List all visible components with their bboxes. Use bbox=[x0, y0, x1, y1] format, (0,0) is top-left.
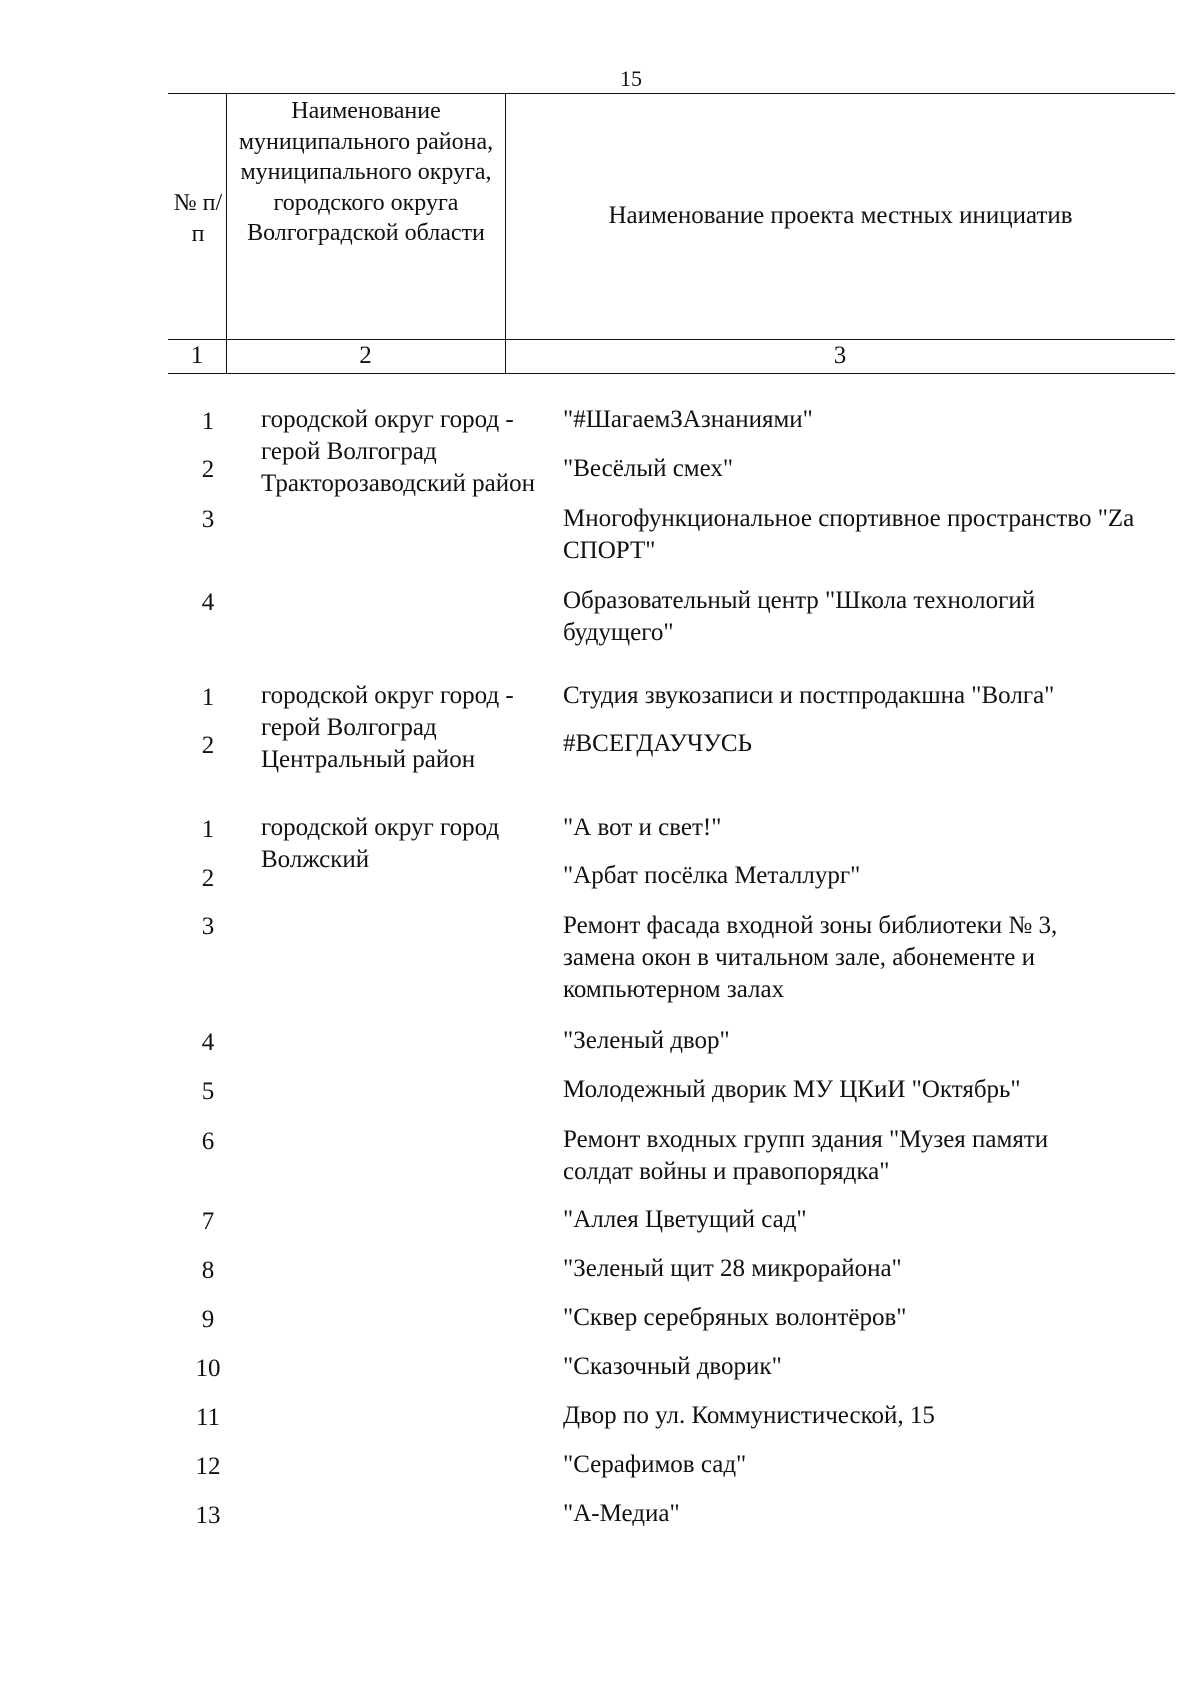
project-name: "Зеленый двор" bbox=[563, 1027, 730, 1054]
project-name: "Сказочный дворик" bbox=[563, 1353, 782, 1380]
row-number: 9 bbox=[201, 1306, 215, 1333]
header-district-col: Наименование муниципального района, муниципального округа, городского округа Волгоградской области bbox=[238, 98, 494, 246]
project-name: Молодежный дворик МУ ЦКиИ "Октябрь" bbox=[563, 1076, 1021, 1103]
header-divider-2 bbox=[505, 93, 506, 373]
project-name: "#ШагаемЗАзнаниями" bbox=[563, 406, 813, 433]
row-number: 12 bbox=[195, 1453, 221, 1480]
row-number: 2 bbox=[201, 865, 215, 892]
row-number: 2 bbox=[201, 456, 215, 483]
district-cell: городской округ город - герой Волгоград Центральный район bbox=[261, 682, 514, 773]
header-mid-rule bbox=[168, 339, 1175, 340]
project-name: "Сквер серебряных волонтёров" bbox=[563, 1304, 907, 1331]
row-number: 4 bbox=[201, 589, 215, 616]
project-name: Ремонт входных групп здания "Музея памяти солдат войны и правопорядка" bbox=[563, 1126, 1049, 1185]
header-number-col: № п/п bbox=[173, 190, 223, 247]
row-number: 1 bbox=[201, 816, 215, 843]
project-name: "Аллея Цветущий сад" bbox=[563, 1206, 807, 1233]
header-divider-1 bbox=[226, 93, 227, 373]
row-number: 13 bbox=[195, 1502, 221, 1529]
header-project-col: Наименование проекта местных инициатив bbox=[608, 202, 1073, 229]
project-name: "А вот и свет!" bbox=[563, 814, 722, 841]
row-number: 10 bbox=[195, 1355, 221, 1382]
row-number: 11 bbox=[195, 1404, 221, 1431]
header-bottom-rule bbox=[168, 373, 1175, 374]
row-number: 7 bbox=[201, 1208, 215, 1235]
project-name: "Серафимов сад" bbox=[563, 1451, 747, 1478]
row-number: 2 bbox=[201, 732, 215, 759]
row-number: 1 bbox=[201, 684, 215, 711]
project-name: Многофункциональное спортивное пространство "Za СПОРТ" bbox=[563, 505, 1135, 564]
row-number: 3 bbox=[201, 506, 215, 533]
row-number: 4 bbox=[201, 1029, 215, 1056]
district-cell: городской округ город - герой Волгоград Тракторозаводский район bbox=[261, 406, 536, 497]
header-top-rule bbox=[168, 93, 1175, 94]
header-index-2: 2 bbox=[359, 342, 372, 369]
page-number: 15 bbox=[620, 66, 642, 91]
project-name: "А-Медиа" bbox=[563, 1500, 680, 1527]
header-index-1: 1 bbox=[190, 342, 204, 369]
row-number: 5 bbox=[201, 1078, 215, 1105]
project-name: #ВСЕГДАУЧУСЬ bbox=[563, 730, 752, 757]
row-number: 6 bbox=[201, 1128, 215, 1155]
district-cell: городской округ город Волжский bbox=[261, 814, 500, 873]
row-number: 8 bbox=[201, 1257, 215, 1284]
project-name: Двор по ул. Коммунистической, 15 bbox=[563, 1402, 935, 1429]
row-number: 1 bbox=[201, 408, 215, 435]
project-name: Ремонт фасада входной зоны библиотеки № 3, замена окон в читальном зале, абонементе и компьютерном залах bbox=[563, 912, 1058, 1003]
row-number: 3 bbox=[201, 913, 215, 940]
project-name: "Зеленый щит 28 микрорайона" bbox=[563, 1255, 902, 1282]
header-index-3: 3 bbox=[833, 342, 847, 369]
project-name: Образовательный центр "Школа технологий будущего" bbox=[563, 587, 1036, 646]
project-name: "Весёлый смех" bbox=[563, 455, 734, 482]
project-name: "Арбат посёлка Металлург" bbox=[563, 862, 861, 889]
project-name: Студия звукозаписи и постпродакшна "Волга" bbox=[563, 682, 1055, 709]
